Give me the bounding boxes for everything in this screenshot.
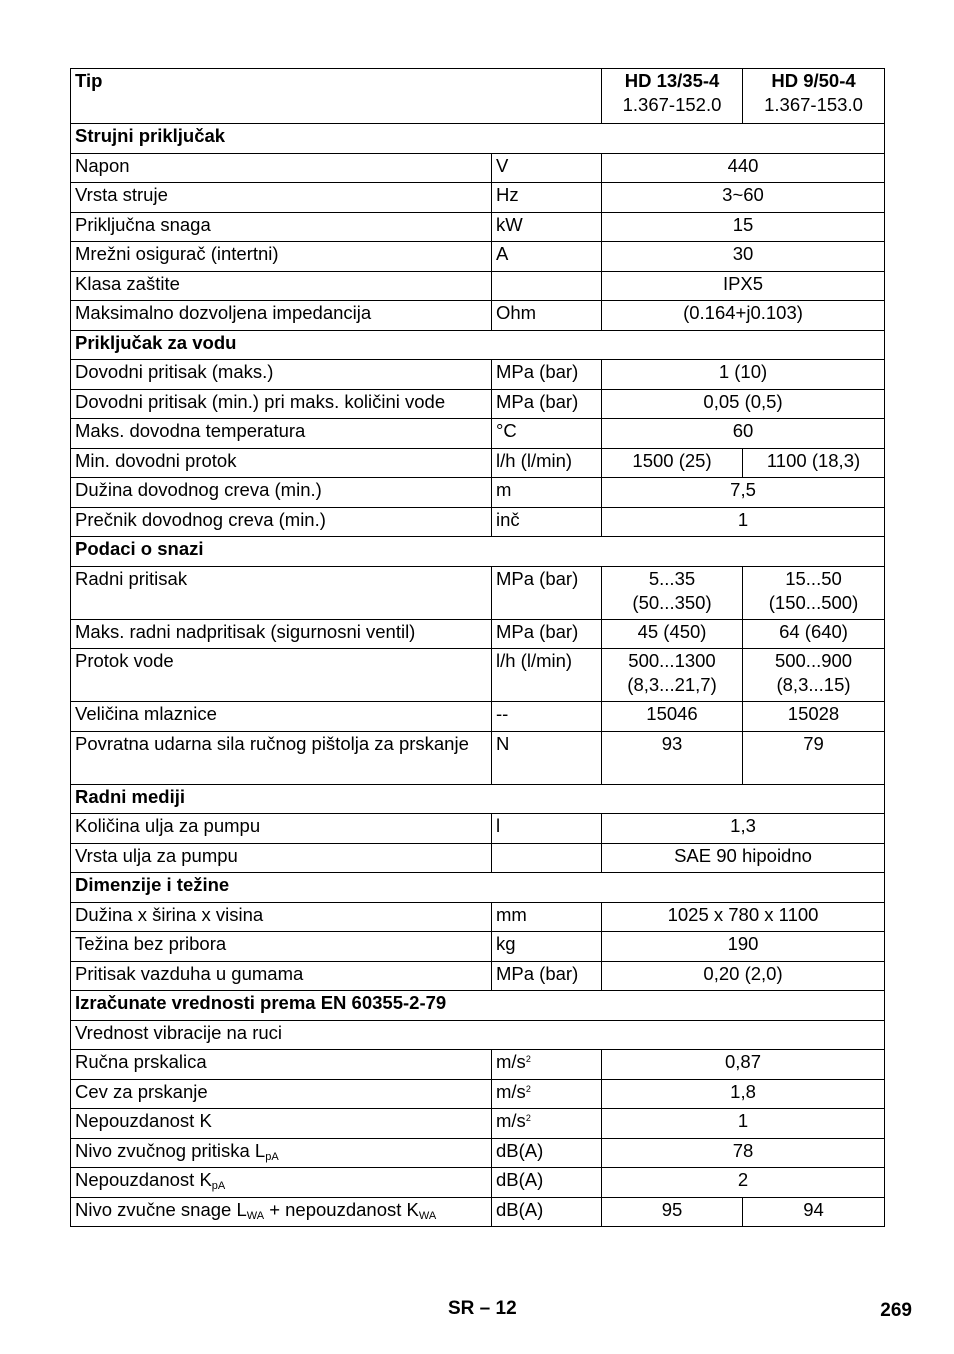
row-value-model-2: 94 — [743, 1197, 885, 1227]
row-unit: MPa (bar) — [492, 619, 602, 649]
table-row — [71, 1197, 885, 1227]
row-unit: l/h (l/min) — [492, 649, 602, 702]
value-line: (150...500) — [768, 591, 859, 613]
value-line: 5...35 — [648, 567, 696, 589]
row-value-model-2: 15028 — [743, 702, 885, 732]
row-value: 3~60 — [602, 183, 885, 213]
row-unit: l/h (l/min) — [492, 448, 602, 478]
row-value: 60 — [602, 419, 885, 449]
row-value: 1025 x 780 x 1100 — [602, 902, 885, 932]
row-unit — [492, 1109, 602, 1139]
label-subscript: WA — [246, 1209, 265, 1222]
table-row — [71, 566, 885, 619]
row-value: SAE 90 hipoidno — [602, 843, 885, 873]
table-row — [71, 1079, 885, 1109]
table-row — [71, 702, 885, 732]
table-row — [71, 360, 885, 390]
row-label: Prečnik dovodnog creva (min.) — [71, 507, 492, 537]
value-line: (50...350) — [632, 591, 712, 613]
row-value-model-1: 15046 — [602, 702, 743, 732]
row-unit — [492, 1050, 602, 1080]
section-row — [71, 784, 885, 814]
model-column-2 — [743, 69, 885, 124]
table-header-row — [71, 69, 885, 124]
row-label: Klasa zaštite — [71, 271, 492, 301]
value-line: (8,3...21,7) — [627, 674, 717, 695]
table-row — [71, 478, 885, 508]
row-value: 78 — [602, 1138, 885, 1168]
table-row — [71, 1168, 885, 1198]
row-value: IPX5 — [602, 271, 885, 301]
table-row — [71, 902, 885, 932]
section-title: Dimenzije i težine — [71, 873, 885, 903]
section-title: Strujni priključak — [71, 124, 885, 154]
row-value-model-2 — [743, 566, 885, 619]
row-unit: °C — [492, 419, 602, 449]
row-unit — [492, 271, 602, 301]
model-code: 1.367-152.0 — [622, 94, 722, 115]
row-unit — [492, 1079, 602, 1109]
row-unit: l — [492, 814, 602, 844]
model-name: HD 9/50-4 — [771, 70, 856, 91]
row-unit: dB(A) — [492, 1168, 602, 1198]
row-value-model-2: 64 (640) — [743, 619, 885, 649]
unit-exponent: 2 — [525, 1113, 531, 1123]
row-label: Povratna udarna sila ručnog pištolja za prskanje — [71, 731, 492, 784]
row-value: 190 — [602, 932, 885, 962]
row-label — [71, 1168, 492, 1198]
row-unit: dB(A) — [492, 1197, 602, 1227]
label-subscript: WA — [418, 1209, 437, 1222]
value-line: 500...1300 — [628, 650, 716, 671]
table-row — [71, 301, 885, 331]
unit-exponent: 2 — [525, 1083, 531, 1094]
table-row — [71, 242, 885, 272]
row-unit: dB(A) — [492, 1138, 602, 1168]
row-value-model-1 — [602, 649, 743, 702]
table-row — [71, 961, 885, 991]
row-label: Min. dovodni protok — [71, 448, 492, 478]
row-label: Vrednost vibracije na ruci — [71, 1020, 885, 1050]
table-row — [71, 1020, 885, 1050]
row-label: Radni pritisak — [71, 566, 492, 619]
row-value: 1,3 — [602, 814, 885, 844]
row-label: Mrežni osigurač (intertni) — [71, 242, 492, 272]
section-title: Izračunate vrednosti prema EN 60355-2-79 — [71, 991, 885, 1021]
page-number: 269 — [880, 1300, 912, 1321]
row-unit: kg — [492, 932, 602, 962]
row-label: Priključna snaga — [71, 212, 492, 242]
row-unit: mm — [492, 902, 602, 932]
row-value: 2 — [602, 1168, 885, 1198]
table-row — [71, 389, 885, 419]
row-value: 30 — [602, 242, 885, 272]
label-part: + nepouzdanost K — [264, 1198, 419, 1220]
row-unit: MPa (bar) — [492, 389, 602, 419]
section-title: Radni mediji — [71, 784, 885, 814]
section-row — [71, 991, 885, 1021]
section-title: Priključak za vodu — [71, 330, 885, 360]
row-label: Vrsta ulja za pumpu — [71, 843, 492, 873]
section-row — [71, 873, 885, 903]
table-row — [71, 843, 885, 873]
table-row — [71, 183, 885, 213]
table-row — [71, 448, 885, 478]
row-unit: Ohm — [492, 301, 602, 331]
table-row — [71, 619, 885, 649]
row-unit: inč — [492, 507, 602, 537]
label-base: Nepouzdanost K — [75, 1169, 212, 1190]
row-value-model-1 — [602, 566, 743, 619]
footer-section-label: SR – 12 — [448, 1298, 517, 1319]
row-label: Maksimalno dozvoljena impedancija — [71, 301, 492, 331]
row-label — [71, 1197, 492, 1227]
row-label: Dužina x širina x visina — [71, 902, 492, 932]
label-part: Nivo zvučne snage L — [75, 1198, 247, 1220]
row-value: 0,05 (0,5) — [602, 389, 885, 419]
row-value: 7,5 — [602, 478, 885, 508]
value-line: 500...900 — [774, 650, 853, 671]
model-code: 1.367-153.0 — [764, 94, 863, 115]
row-value: 0,87 — [602, 1050, 885, 1080]
row-value-model-1: 93 — [602, 731, 743, 784]
row-label: Dovodni pritisak (min.) pri maks. količini vode — [71, 389, 492, 419]
table-row — [71, 507, 885, 537]
section-row — [71, 537, 885, 567]
row-unit: -- — [492, 702, 602, 732]
row-unit: m — [492, 478, 602, 508]
row-value: 1,8 — [602, 1079, 885, 1109]
row-value-model-1: 1500 (25) — [602, 448, 743, 478]
row-value: 1 — [602, 1109, 885, 1139]
row-unit: kW — [492, 212, 602, 242]
table-row — [71, 649, 885, 702]
row-value-model-2: 79 — [743, 731, 885, 784]
section-title: Podaci o snazi — [71, 537, 885, 567]
table-row — [71, 1050, 885, 1080]
row-unit: Hz — [492, 183, 602, 213]
row-value: (0.164+j0.103) — [602, 301, 885, 331]
row-label: Maks. dovodna temperatura — [71, 419, 492, 449]
row-unit: MPa (bar) — [492, 360, 602, 390]
unit-base: m/s — [496, 1110, 526, 1131]
row-value: 1 — [602, 507, 885, 537]
model-name: HD 13/35-4 — [624, 70, 720, 91]
row-value-model-1: 45 (450) — [602, 619, 743, 649]
tip-label: Tip — [71, 69, 602, 124]
row-value: 1 (10) — [602, 360, 885, 390]
row-unit: MPa (bar) — [492, 961, 602, 991]
row-label: Dužina dovodnog creva (min.) — [71, 478, 492, 508]
row-label: Ručna prskalica — [71, 1050, 492, 1080]
table-row — [71, 212, 885, 242]
row-value: 440 — [602, 153, 885, 183]
row-unit: V — [492, 153, 602, 183]
value-line: (8,3...15) — [776, 674, 851, 695]
unit-base: m/s — [496, 1051, 526, 1072]
table-row — [71, 932, 885, 962]
row-value-model-1: 95 — [602, 1197, 743, 1227]
row-label: Težina bez pribora — [71, 932, 492, 962]
row-label: Protok vode — [71, 649, 492, 702]
row-label — [71, 1138, 492, 1168]
section-row — [71, 330, 885, 360]
row-label: Cev za prskanje — [71, 1079, 492, 1109]
row-unit: N — [492, 731, 602, 784]
row-label: Maks. radni nadpritisak (sigurnosni ventil) — [71, 619, 492, 649]
unit-exponent: 2 — [525, 1054, 531, 1064]
label-subscript: pA — [265, 1150, 279, 1163]
section-row — [71, 124, 885, 154]
label-subscript: pA — [211, 1180, 226, 1192]
row-label: Nepouzdanost K — [71, 1109, 492, 1139]
row-unit: MPa (bar) — [492, 566, 602, 619]
row-label: Dovodni pritisak (maks.) — [71, 360, 492, 390]
row-value: 15 — [602, 212, 885, 242]
row-unit: A — [492, 242, 602, 272]
row-label: Napon — [71, 153, 492, 183]
row-value-model-2: 1100 (18,3) — [743, 448, 885, 478]
table-row — [71, 419, 885, 449]
row-value: 0,20 (2,0) — [602, 961, 885, 991]
model-column-1 — [602, 69, 743, 124]
table-row — [71, 814, 885, 844]
specifications-table — [70, 68, 885, 1227]
row-label: Veličina mlaznice — [71, 702, 492, 732]
table-row — [71, 731, 885, 784]
row-label: Količina ulja za pumpu — [71, 814, 492, 844]
row-label: Pritisak vazduha u gumama — [71, 961, 492, 991]
table-row — [71, 153, 885, 183]
table-row — [71, 1109, 885, 1139]
row-unit — [492, 843, 602, 873]
label-base: Nivo zvučnog pritiska L — [75, 1139, 266, 1161]
row-label: Vrsta struje — [71, 183, 492, 213]
unit-base: m/s — [496, 1080, 526, 1102]
row-value-model-2 — [743, 649, 885, 702]
table-row — [71, 1138, 885, 1168]
table-row — [71, 271, 885, 301]
value-line: 15...50 — [785, 567, 842, 589]
